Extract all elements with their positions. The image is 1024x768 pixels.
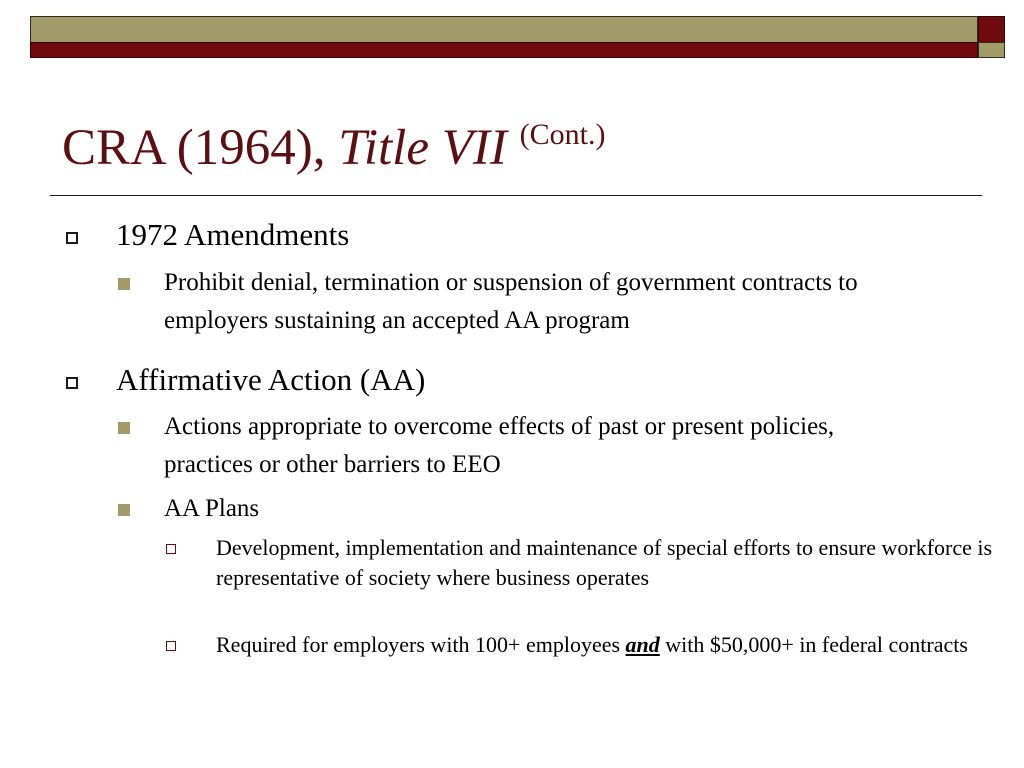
aa-definition: Actions appropriate to overcome effects of past or present policies, practices or other barriers to EEO bbox=[164, 413, 835, 478]
title-italic: Title VII bbox=[338, 120, 507, 176]
bullet-solid-square-icon bbox=[118, 504, 130, 516]
bullet-amendments: 1972 Amendments bbox=[116, 217, 350, 252]
bullet-square-icon bbox=[66, 377, 78, 389]
requirement-text-end: with $50,000+ in federal contracts bbox=[659, 632, 968, 657]
bullet-affirmative-action: Affirmative Action (AA) bbox=[116, 362, 426, 397]
title-main: CRA (1964), bbox=[62, 120, 339, 176]
header-corner-olive bbox=[978, 42, 1005, 58]
requirement-text-start: Required for employers with 100+ employees bbox=[216, 632, 626, 657]
requirement-emphasis: and bbox=[625, 632, 660, 657]
header-corner-maroon bbox=[978, 16, 1005, 43]
title-superscript: (Cont.) bbox=[519, 118, 606, 151]
bullet-hollow-square-icon bbox=[166, 544, 176, 554]
amendments-detail: Prohibit denial, termination or suspension of government contracts to employers sustaining an accepted AA program bbox=[164, 269, 858, 334]
header-bar-maroon bbox=[30, 42, 978, 58]
bullet-solid-square-icon bbox=[118, 278, 130, 290]
slide-title bbox=[62, 118, 605, 185]
bullet-hollow-square-icon bbox=[166, 641, 176, 651]
aa-plans-item-development: Development, implementation and maintenance of special efforts to ensure workforce is representative of society where business operates bbox=[216, 535, 993, 590]
header-bar-olive bbox=[30, 16, 978, 43]
aa-plans-item-requirements bbox=[216, 630, 976, 660]
bullet-square-icon bbox=[66, 232, 78, 244]
title-divider bbox=[50, 195, 982, 196]
aa-plans-label: AA Plans bbox=[164, 495, 260, 522]
bullet-solid-square-icon bbox=[118, 422, 130, 434]
